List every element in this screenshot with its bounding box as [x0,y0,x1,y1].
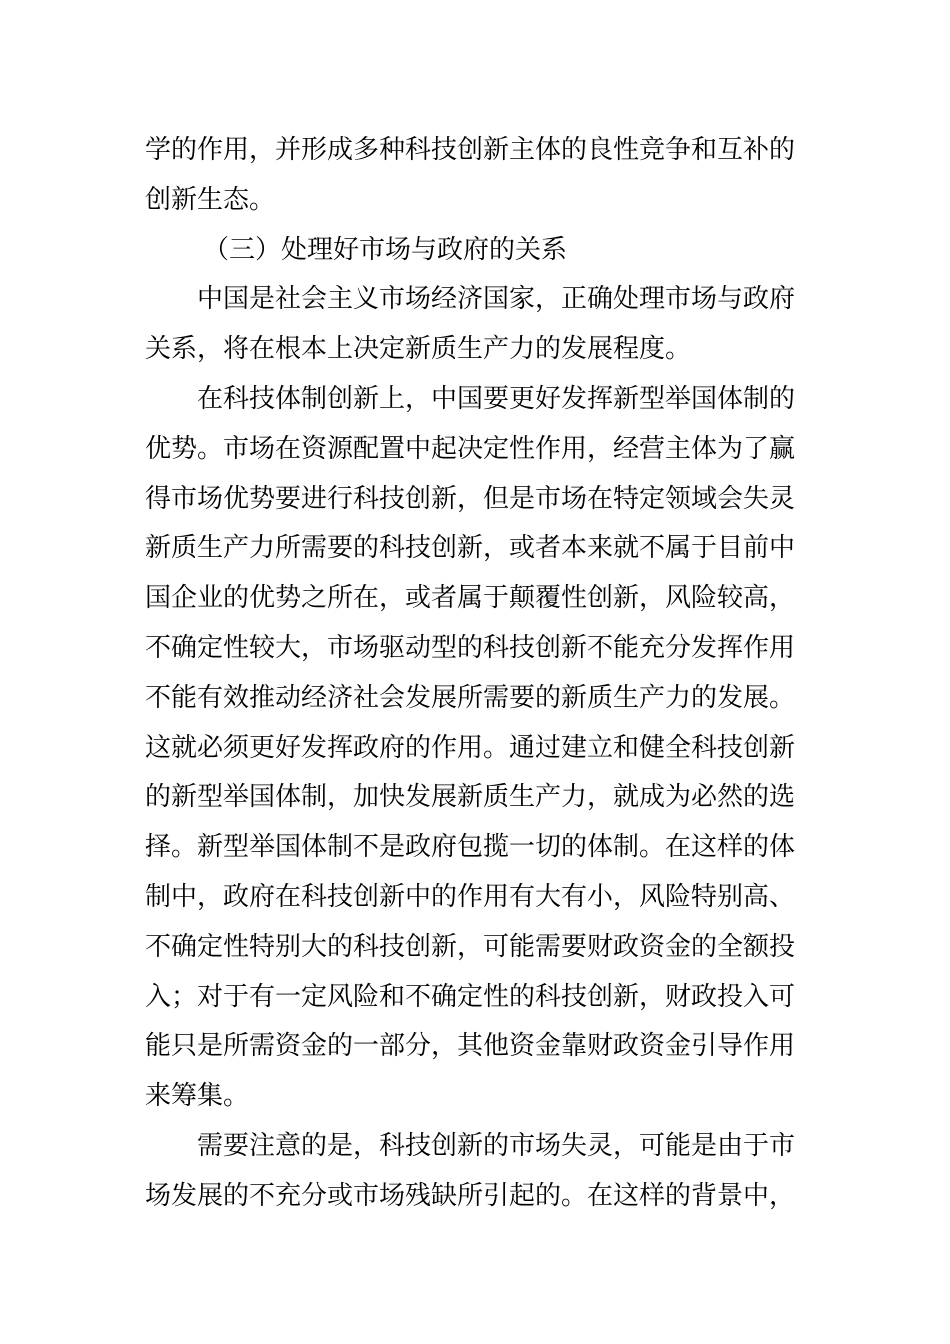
text-line: 入；对于有一定风险和不确定性的科技创新，财政投入可 [145,981,796,1012]
text-line: 不确定性特别大的科技创新，可能需要财政资金的全额投 [145,931,796,962]
text-line: 择。新型举国体制不是政府包揽一切的体制。在这样的体 [145,832,796,863]
text-line: 场发展的不充分或市场残缺所引起的。在这样的背景中， [145,1180,796,1211]
text-line: 学的作用，并形成多种科技创新主体的良性竞争和互补的 [145,135,796,165]
text-line: 不确定性较大，市场驱动型的科技创新不能充分发挥作用 [145,632,796,663]
text-line: 新质生产力所需要的科技创新，或者本来就不属于目前中 [145,533,796,564]
section-heading: （三）处理好市场与政府的关系 [203,234,568,265]
paragraph-start: 需要注意的是，科技创新的市场失灵，可能是由于市 [197,1130,796,1161]
text-line: 得市场优势要进行科技创新，但是市场在特定领域会失灵 [145,483,796,514]
text-line: 国企业的优势之所在，或者属于颠覆性创新，风险较高， [145,583,796,614]
paragraph-start: 在科技体制创新上，中国要更好发挥新型举国体制的 [197,383,796,414]
text-line: 创新生态。 [145,184,276,215]
text-line: 这就必须更好发挥政府的作用。通过建立和健全科技创新 [145,732,796,763]
text-line: 关系，将在根本上决定新质生产力的发展程度。 [145,334,692,365]
text-line: 能只是所需资金的一部分，其他资金靠财政资金引导作用 [145,1031,796,1062]
text-line: 不能有效推动经济社会发展所需要的新质生产力的发展。 [145,682,796,713]
text-line: 优势。市场在资源配置中起决定性作用，经营主体为了赢 [145,433,796,464]
paragraph-start: 中国是社会主义市场经济国家，正确处理市场与政府 [197,284,796,315]
text-line: 来筹集。 [145,1081,250,1112]
text-line: 制中，政府在科技创新中的作用有大有小，风险特别高、 [145,881,796,912]
text-line: 的新型举国体制，加快发展新质生产力，就成为必然的选 [145,782,796,813]
body-text [145,126,810,1222]
